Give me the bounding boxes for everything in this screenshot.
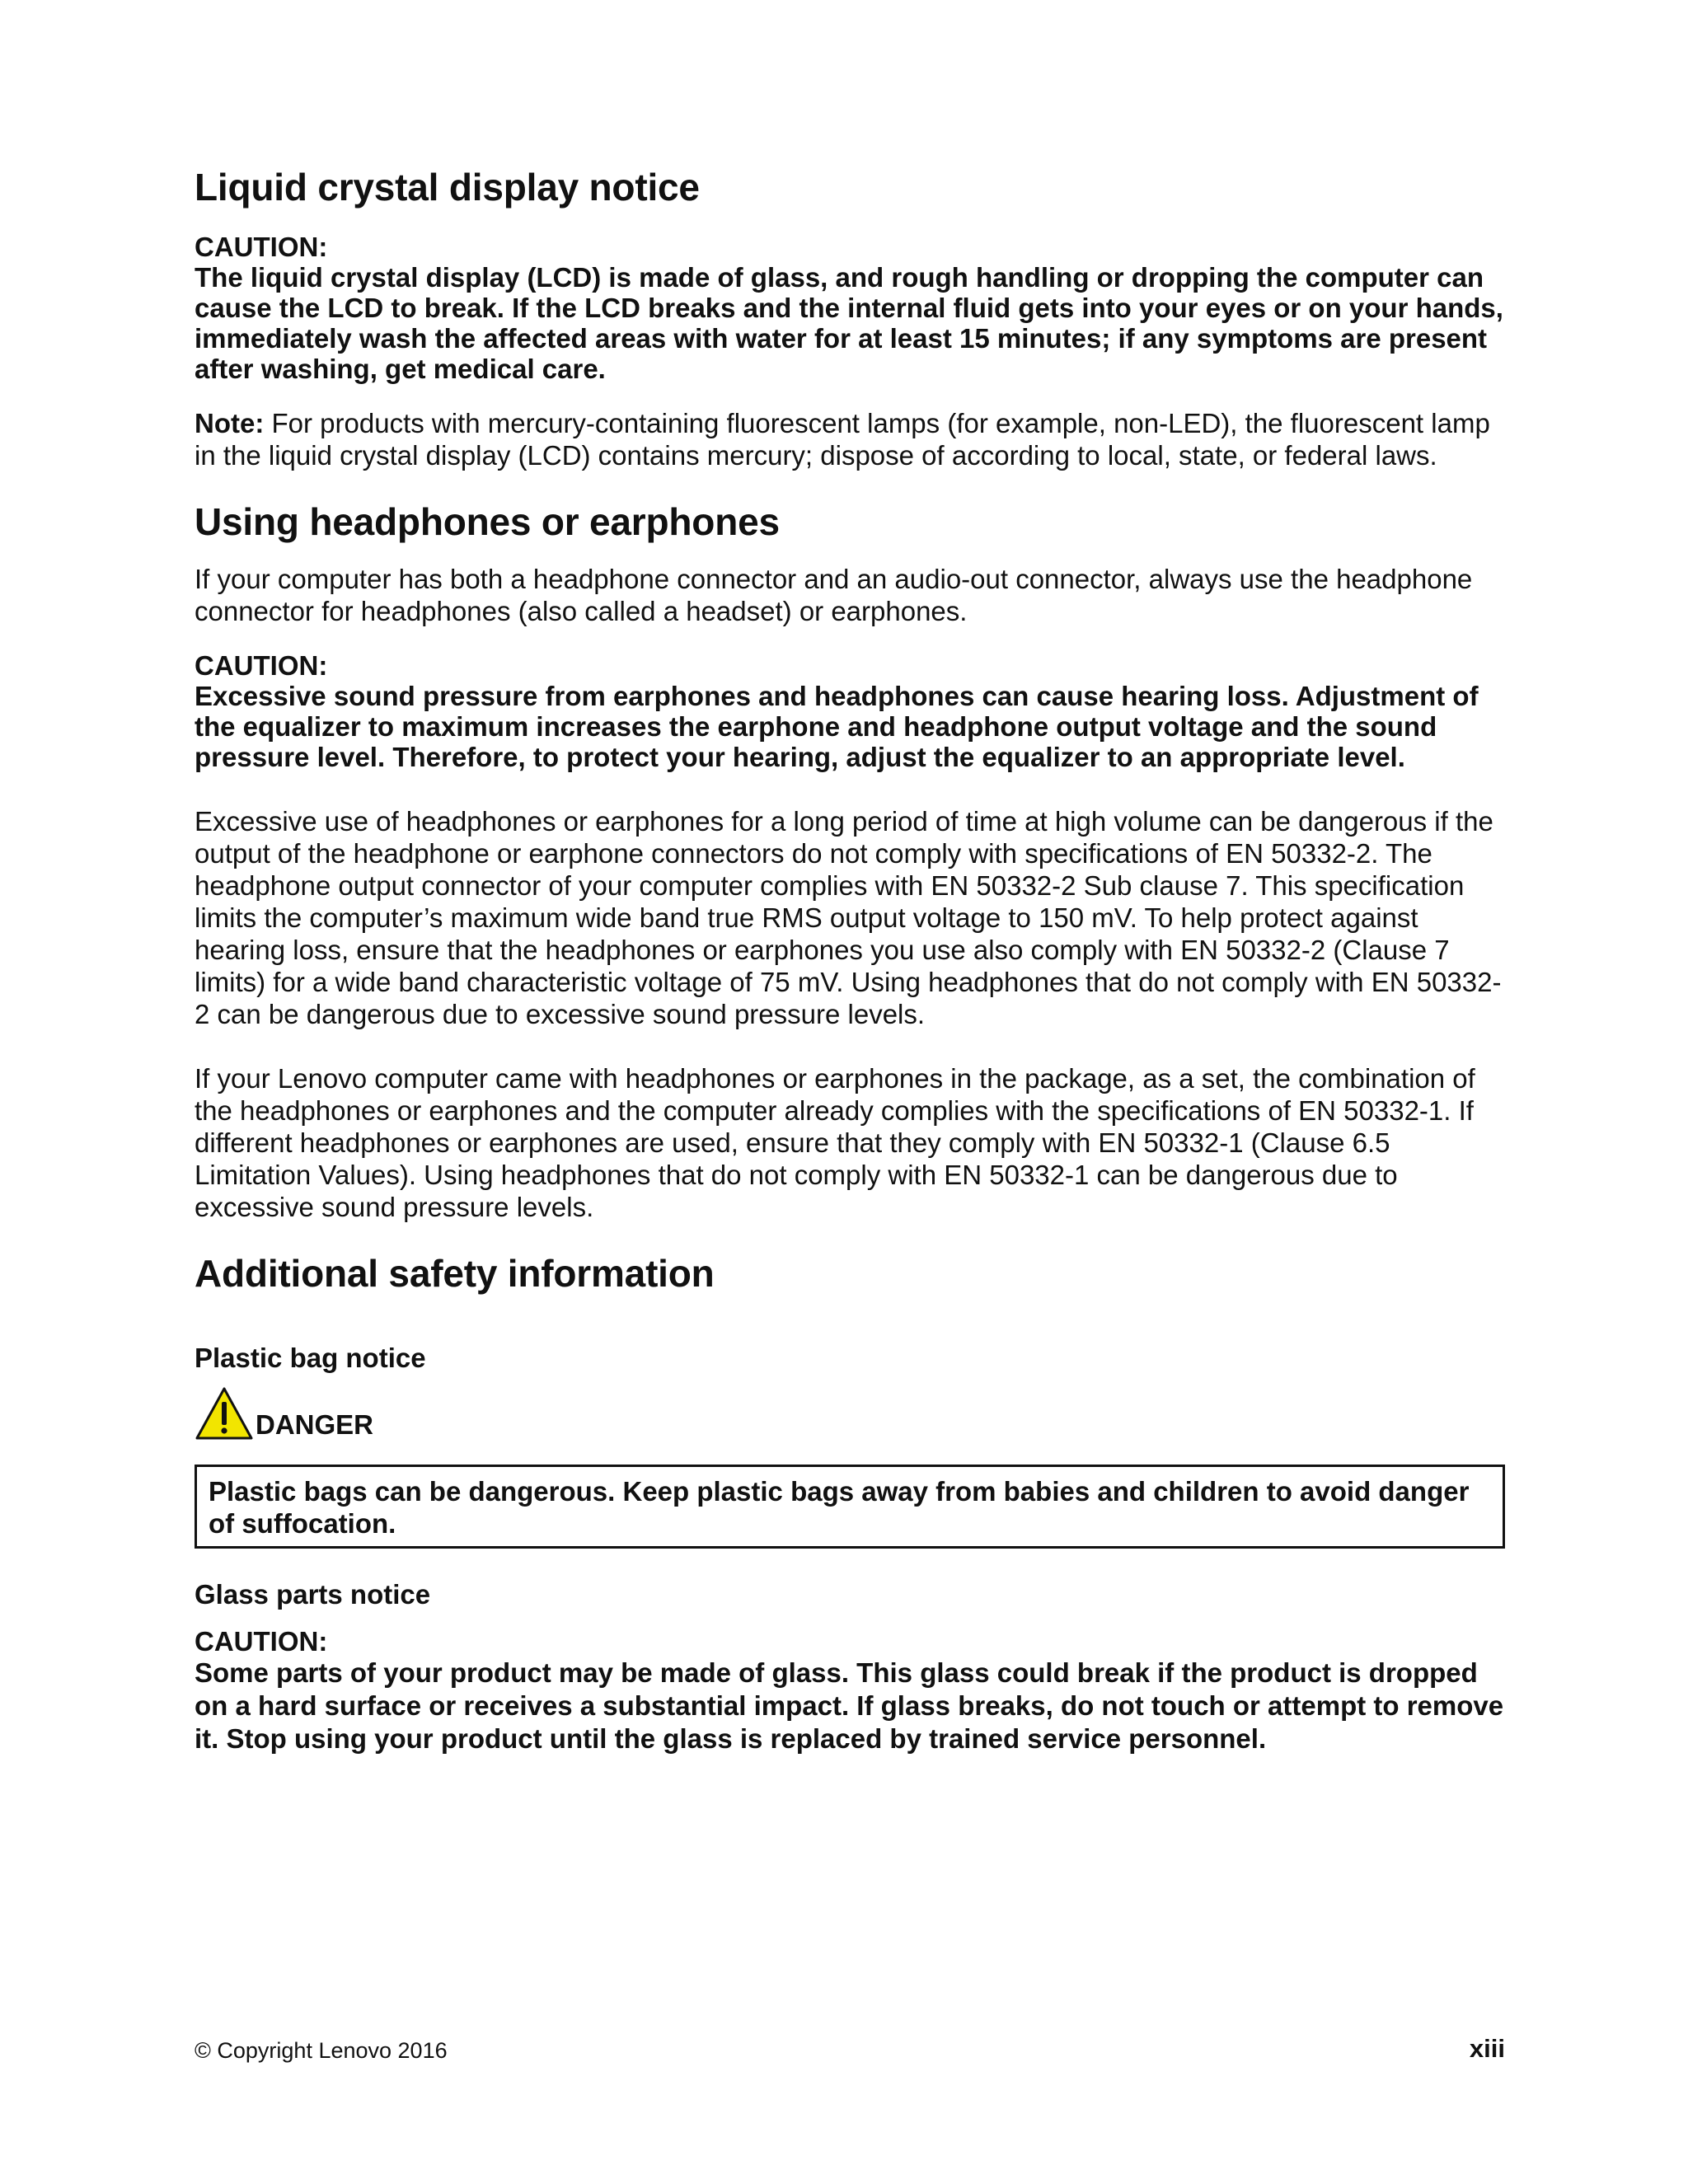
headphones-intro: If your computer has both a headphone connector and an audio-out connector, always use the headphone connector for headphones (also called a headset) or earphones. [195,564,1473,627]
headphones-caution-label: CAUTION: [195,650,328,682]
heading-additional-safety: Additional safety information [195,1252,715,1296]
lcd-note [195,407,1505,471]
danger-label: DANGER [256,1409,374,1441]
lcd-caution-label: CAUTION: [195,232,328,263]
danger-notice-box [195,1465,1505,1549]
lcd-note-label: Note: [195,408,265,439]
heading-lcd-notice: Liquid crystal display notice [195,166,700,209]
glass-caution-text: Some parts of your product may be made of glass. This glass could break if the product is dropped on a hard surface or receives a substantial impact. If glass breaks, do not touch or attempt to remove it. Stop using your product until the glass is replaced by trained service personnel. [195,1657,1504,1754]
lcd-caution-text: The liquid crystal display (LCD) is made of glass, and rough handling or dropping the computer can cause the LCD to break. If the LCD breaks and the internal fluid gets into your eyes or on your hands, immediately wash the affected areas with water for at least 15 minutes; if any symptoms are present after washing, get medical care. [195,262,1503,385]
glass-caution-label: CAUTION: [195,1625,328,1657]
headphones-caution-text: Excessive sound pressure from earphones and headphones can cause hearing loss. Adjustment of the equalizer to maximum increases the earphone and headphone output voltage and the sound pressure level. Therefore, to protect your hearing, adjust the equalizer to an appropriate level. [195,681,1479,773]
danger-notice-text: Plastic bags can be dangerous. Keep plastic bags away from babies and children to avoid danger of suffocation. [209,1476,1470,1540]
document-page [195,165,1505,1755]
danger-indicator [195,1385,1505,1441]
heading-headphones: Using headphones or earphones [195,500,780,544]
warning-triangle-icon [195,1385,254,1441]
lcd-note-text: For products with mercury-containing fluorescent lamps (for example, non-LED), the fluorescent lamp in the liquid crystal display (LCD) contains mercury; dispose of according to local, state, or federal laws. [195,408,1490,471]
headphones-paragraph-1: Excessive use of headphones or earphones for a long period of time at high volume can be dangerous if the output of the headphone or earphone connectors do not comply with specifications of EN 50332-2. The headphone output connector of your computer complies with EN 50332-2 Sub clause 7. This specification limits the computer’s maximum wide band true RMS output voltage to 150 mV. To help protect against hearing loss, ensure that the headphones or earphones you use also comply with EN 50332-2 (Clause 7 limits) for a wide band characteristic voltage of 75 mV. Using headphones that do not comply with EN 50332-2 can be dangerous due to excessive sound pressure levels. [195,806,1502,1030]
page-footer [195,2034,1505,2064]
subheading-glass-parts: Glass parts notice [195,1579,431,1610]
headphones-paragraph-2: If your Lenovo computer came with headphones or earphones in the package, as a set, the combination of the headphones or earphones and the computer already complies with the specifications of EN 50332-1. If different headphones or earphones are used, ensure that they comply with EN 50332-1 (Clause 6.5 Limitation Values). Using headphones that do not comply with EN 50332-1 can be dangerous due to excessive sound pressure levels. [195,1063,1475,1223]
copyright-notice: © Copyright Lenovo 2016 [195,2038,448,2063]
subheading-plastic-bag: Plastic bag notice [195,1342,426,1373]
page-number: xiii [1469,2034,1505,2063]
